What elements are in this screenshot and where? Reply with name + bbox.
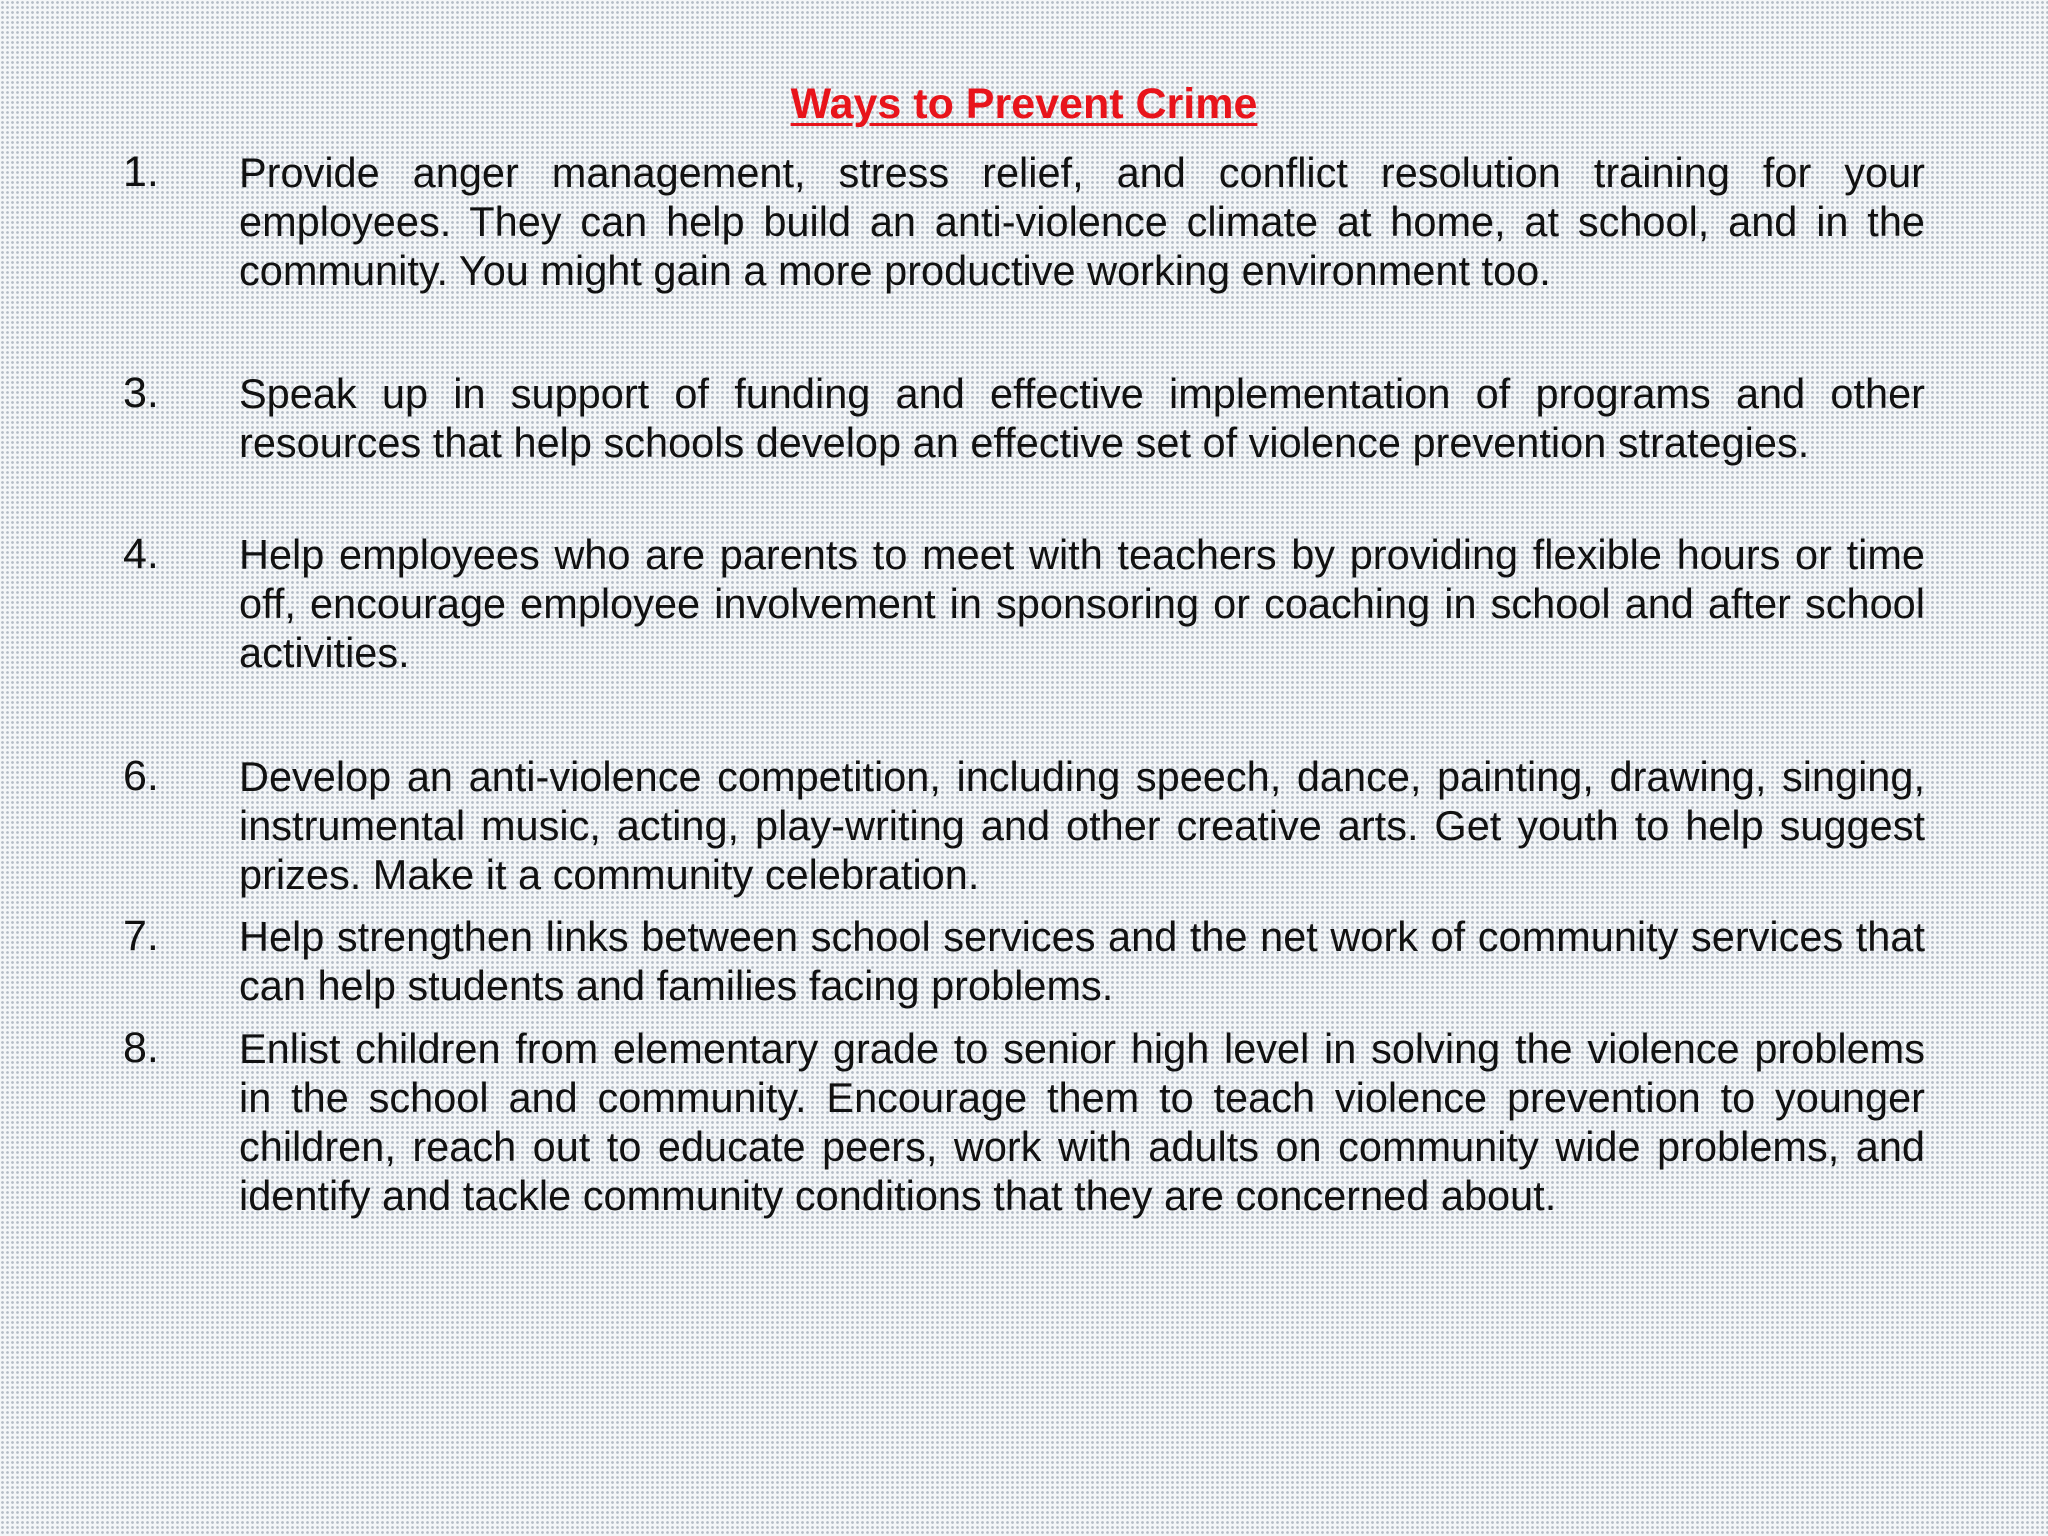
item-text: Provide anger management, stress relief, and conflict resolution training for your employees. They can help build an anti-violence climate at home, at school, and in the community. You might gain a more productive working environment too. bbox=[239, 149, 1925, 294]
item-text: Develop an anti-violence competition, including speech, dance, painting, drawing, singing, instrumental music, acting, play-writing and other creative arts. Get youth to help suggest prizes. Make it a community celebration. bbox=[239, 753, 1925, 898]
item-number: 6. bbox=[123, 752, 159, 800]
item-number: 3. bbox=[123, 369, 159, 417]
item-text: Enlist children from elementary grade to senior high level in solving the violence problems in the school and community. Encourage them to teach violence prevention to younger children, reach out to educate peers, work with adults on community wide problems, and identify and tackle community conditions that they are concerned about. bbox=[239, 1025, 1925, 1219]
item-text: Help strengthen links between school services and the net work of community services that can help students and families facing problems. bbox=[239, 913, 1925, 1009]
slide-title: Ways to Prevent Crime bbox=[790, 80, 1258, 128]
item-text: Speak up in support of funding and effective implementation of programs and other resources that help schools develop an effective set of violence prevention strategies. bbox=[239, 370, 1925, 466]
item-text: Help employees who are parents to meet with teachers by providing flexible hours or time off, encourage employee involvement in sponsoring or coaching in school and after school activities. bbox=[239, 531, 1925, 676]
item-number: 8. bbox=[123, 1024, 159, 1072]
item-number: 4. bbox=[123, 530, 159, 578]
item-number: 7. bbox=[123, 912, 159, 960]
item-number: 1. bbox=[123, 148, 159, 196]
